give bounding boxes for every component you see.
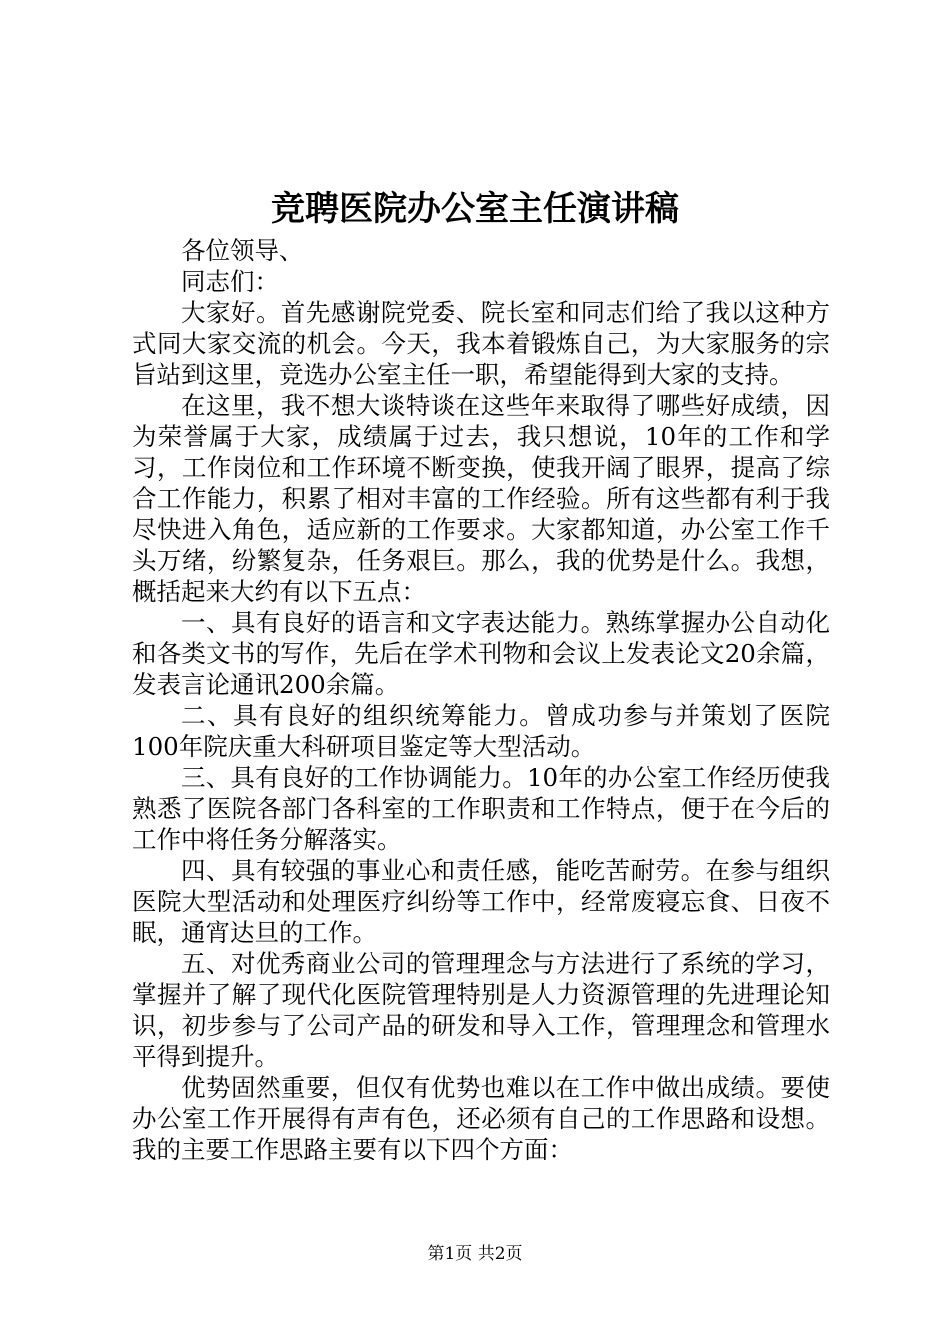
document-body xyxy=(132,235,830,1165)
paragraph-advantage-3: 三、具有良好的工作协调能力。10年的办公室工作经历使我熟悉了医院各部门各科室的工作职责和工作特点，便于在今后的工作中将任务分解落实。 xyxy=(132,763,830,854)
paragraph-work-ideas: 优势固然重要，但仅有优势也难以在工作中做出成绩。要使办公室工作开展得有声有色，还必须有自己的工作思路和设想。我的主要工作思路主要有以下四个方面： xyxy=(132,1073,830,1164)
page-number: 第1页 共2页 xyxy=(427,1244,523,1264)
paragraph-advantage-1: 一、具有良好的语言和文字表达能力。熟练掌握办公自动化和各类文书的写作，先后在学术刊物和会议上发表论文20余篇，发表言论通讯200余篇。 xyxy=(132,608,830,699)
paragraph-advantage-2: 二、具有良好的组织统筹能力。曾成功参与并策划了医院100年院庆重大科研项目鉴定等大型活动。 xyxy=(132,701,830,761)
salutation-leaders: 各位领导、 xyxy=(181,236,304,265)
document-title: 竞聘医院办公室主任演讲稿 xyxy=(271,189,679,229)
paragraph-advantage-5: 五、对优秀商业公司的管理理念与方法进行了系统的学习，掌握并了解了现代化医院管理特别是人力资源管理的先进理论知识，初步参与了公司产品的研发和导入工作，管理理念和管理水平得到提升。 xyxy=(132,949,830,1071)
paragraph-experience: 在这里，我不想大谈特谈在这些年来取得了哪些好成绩，因为荣誉属于大家，成绩属于过去，我只想说，10年的工作和学习，工作岗位和工作环境不断变换，使我开阔了眼界，提高了综合工作能力，积累了相对丰富的工作经验。所有这些都有利于我尽快进入角色，适应新的工作要求。大家都知道，办公室工作千头万绪，纷繁复杂，任务艰巨。那么，我的优势是什么。我想，概括起来大约有以下五点： xyxy=(132,391,830,606)
paragraph-greeting: 大家好。首先感谢院党委、院长室和同志们给了我以这种方式同大家交流的机会。今天，我本着锻炼自己，为大家服务的宗旨站到这里，竞选办公室主任一职，希望能得到大家的支持。 xyxy=(132,298,830,389)
paragraph-advantage-4: 四、具有较强的事业心和责任感，能吃苦耐劳。在参与组织医院大型活动和处理医疗纠纷等工作中，经常废寝忘食、日夜不眠，通宵达旦的工作。 xyxy=(132,856,830,947)
salutation-comrades: 同志们： xyxy=(181,267,279,296)
